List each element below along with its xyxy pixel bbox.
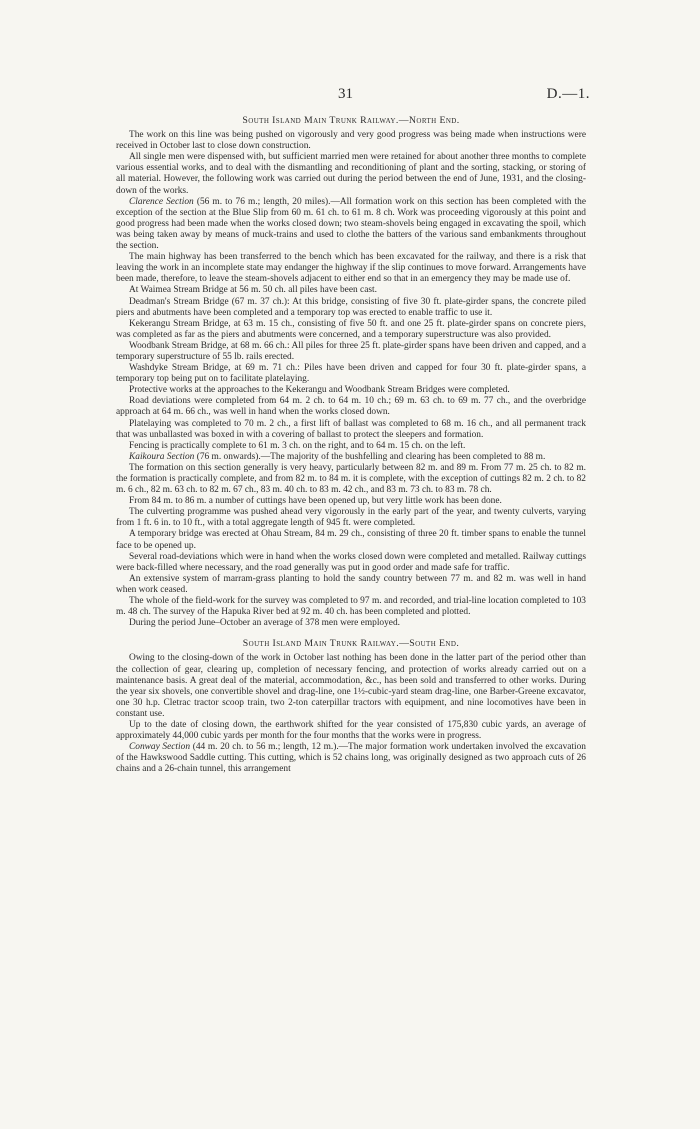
- paragraph-text: A temporary bridge was erected at Ohau Stream, 84 m. 29 ch., consisting of three 20 ft. timber spans to enable the tunnel face to be opened up.: [116, 529, 586, 551]
- paragraph-text: From 84 m. to 86 m. a number of cuttings have been opened up, but very little work has been done.: [129, 496, 502, 507]
- paragraph: [116, 742, 586, 775]
- paragraph-text: Washdyke Stream Bridge, at 69 m. 71 ch.: Piles have been driven and capped for four 30 ft. plate-girder spans, a temporary top being put on to facilitate platelaying.: [116, 363, 586, 385]
- paragraph-text: The culverting programme was pushed ahead very vigorously in the early part of the year, and twenty culverts, varying from 1 ft. 6 in. to 10 ft., with a total aggregate length of 945 ft. were completed.: [116, 507, 586, 529]
- paragraph: [116, 496, 586, 507]
- paragraph: [116, 152, 586, 196]
- paragraph-text: Several road-deviations which were in hand when the works closed down were completed and metalled. Railway cuttings were back-filled where necessary, and the road generally was put in good order and made safe for traffic.: [116, 551, 586, 573]
- paragraph-text: (56 m. to 76 m.; length, 20 miles).—All formation work on this section has been completed with the exception of the section at the Blue Slip from 60 m. 61 ch. to 61 m. 8 ch. Work was proceeding vigorously at this point and good progress had been made when the works closed down; two steam-shovels being engaged in excavating the spoil, which was being taken away by means of muck-trains and used to clothe the batters of the various sand embankments throughout the section.: [116, 196, 586, 252]
- paragraph: [116, 653, 586, 720]
- document-reference: D.—1.: [546, 86, 590, 102]
- paragraph: [116, 618, 586, 629]
- paragraph: [116, 552, 586, 574]
- paragraph: [116, 419, 586, 441]
- paragraph: [116, 441, 586, 452]
- paragraph-text: Kekerangu Stream Bridge, at 63 m. 15 ch., consisting of five 50 ft. and one 25 ft. plate-girder spans on concrete piers, was completed as far as the piers and abutments were concerned, and a temporary superstructure was also provided.: [116, 318, 586, 340]
- paragraph-text: Deadman's Stream Bridge (67 m. 37 ch.): At this bridge, consisting of five 30 ft. plate-girder spans, the concrete piled piers and abutments have been completed and a temporary top was erected to enable traffic to use it.: [116, 296, 586, 318]
- paragraph: [116, 252, 586, 285]
- paragraph-text: The formation on this section generally is very heavy, particularly between 82 m. and 89 m. From 77 m. 25 ch. to 82 m. the formation is practically complete, and from 82 m. to 84 m. it is complete, with the exception of cuttings 82 m. 2 ch. to 82 m. 6 ch., 82 m. 63 ch. to 82 m. 67 ch., 83 m. 40 ch. to 83 m. 42 ch., and 83 m. 73 ch. to 83 m. 78 ch.: [116, 462, 586, 496]
- paragraph-text: (76 m. onwards).—The majority of the bushfelling and clearing has been completed to 88 m.: [194, 451, 546, 462]
- paragraph-text: At Waimea Stream Bridge at 56 m. 50 ch. all piles have been cast.: [129, 285, 377, 296]
- section-title: South Island Main Trunk Railway.—South End.: [242, 638, 460, 650]
- paragraph-text: The whole of the field-work for the survey was completed to 97 m. and recorded, and trial-line location completed to 103 m. 48 ch. The survey of the Hapuka River bed at 92 m. 40 ch. has been completed and plotted.: [116, 596, 586, 618]
- paragraph-text: Protective works at the approaches to the Kekerangu and Woodbank Stream Bridges were completed.: [129, 385, 510, 396]
- section-lead: Kaikoura Section: [129, 451, 195, 462]
- paragraph-text: The main highway has been transferred to the bench which has been excavated for the railway, and there is a risk that leaving the work in an incomplete state may endanger the highway if the slip continues to move forward. Arrangements have been made, therefore, to leave the steam-shovels adjacent to either end so that in an emergency they may be made use of.: [116, 252, 586, 285]
- paragraph-text: Platelaying was completed to 70 m. 2 ch., a first lift of ballast was completed to 68 m. 16 ch., and all permanent track that was unballasted was boxed in with a covering of ballast to protect the sleepers and formation.: [116, 418, 586, 440]
- paragraph: [116, 385, 586, 396]
- paragraph: [116, 463, 586, 496]
- paragraph-text: An extensive system of marram-grass planting to hold the sandy country between 77 m. and 82 m. was well in hand when work ceased.: [116, 573, 586, 595]
- page-header: [0, 86, 700, 106]
- paragraph: [116, 130, 586, 152]
- paragraph-text: The work on this line was being pushed on vigorously and very good progress was being made when instructions were received in October last to close down construction.: [116, 130, 586, 152]
- paragraph-text: All single men were dispensed with, but sufficient married men were retained for about another three months to complete various essential works, and to deal with the dismantling and reconditioning of plant and the sorting, stacking, or storing of all material. However, the following work was carried out during the period between the end of June, 1931, and the closing-down of the works.: [116, 152, 586, 196]
- document-body: [116, 115, 586, 775]
- paragraph: [116, 341, 586, 363]
- paragraph: [116, 529, 586, 551]
- paragraph: [116, 596, 586, 618]
- paragraph-text: Owing to the closing-down of the work in October last nothing has been done in the latter part of the period other than the collection of gear, clearing up, completion of necessary fencing, and protection of works already carried out on a maintenance basis. A great deal of the material, accommodation, &c., has been sold and transferred to other works. During the year six shovels, one convertible shovel and drag-line, one 1½-cubic-yard steam drag-line, one Barber-Greene excavator, one 30 h.p. Cletrac tractor scoop train, two 2-ton caterpillar tractors with equipment, and nine locomotives have been in constant use.: [116, 653, 586, 719]
- section-lead: Conway Section: [129, 742, 191, 753]
- paragraph-text: (44 m. 20 ch. to 56 m.; length, 12 m.).—The major formation work undertaken involved the excavation of the Hawkswood Saddle cutting. This cutting, which is 52 chains long, was originally designed as two approach cuts of 26 chains and a 26-chain tunnel, this arrangement: [116, 742, 586, 775]
- paragraph-text: Up to the date of closing down, the earthwork shifted for the year consisted of 175,830 cubic yards, an average of approximately 44,000 cubic yards per month for the four months that the works were in progress.: [116, 719, 586, 742]
- paragraph: [116, 720, 586, 742]
- paragraph: [116, 297, 586, 319]
- paragraph: [116, 574, 586, 596]
- section-title: South Island Main Trunk Railway.—North End.: [242, 115, 460, 126]
- paragraph: [116, 197, 586, 252]
- paragraph: [116, 396, 586, 418]
- paragraph-text: Road deviations were completed from 64 m. 2 ch. to 64 m. 10 ch.; 69 m. 63 ch. to 69 m. 77 ch., and the overbridge approach at 64 m. 66 ch., was well in hand when the works closed down.: [116, 396, 586, 418]
- paragraph-text: Woodbank Stream Bridge, at 68 m. 66 ch.: All piles for three 25 ft. plate-girder spans have been driven and capped, and a temporary superstructure of 55 lb. rails erected.: [116, 340, 586, 362]
- paragraph-text: Fencing is practically complete to 61 m. 3 ch. on the right, and to 64 m. 15 ch. on the left.: [129, 440, 466, 451]
- paragraph: [116, 507, 586, 529]
- section-lead: Clarence Section: [129, 196, 194, 207]
- paragraph: [116, 452, 586, 463]
- page-number: 31: [338, 86, 353, 102]
- paragraph: [116, 319, 586, 341]
- paragraph: [116, 285, 586, 296]
- paragraph: [116, 363, 586, 385]
- paragraph-text: During the period June–October an average of 378 men were employed.: [129, 618, 400, 629]
